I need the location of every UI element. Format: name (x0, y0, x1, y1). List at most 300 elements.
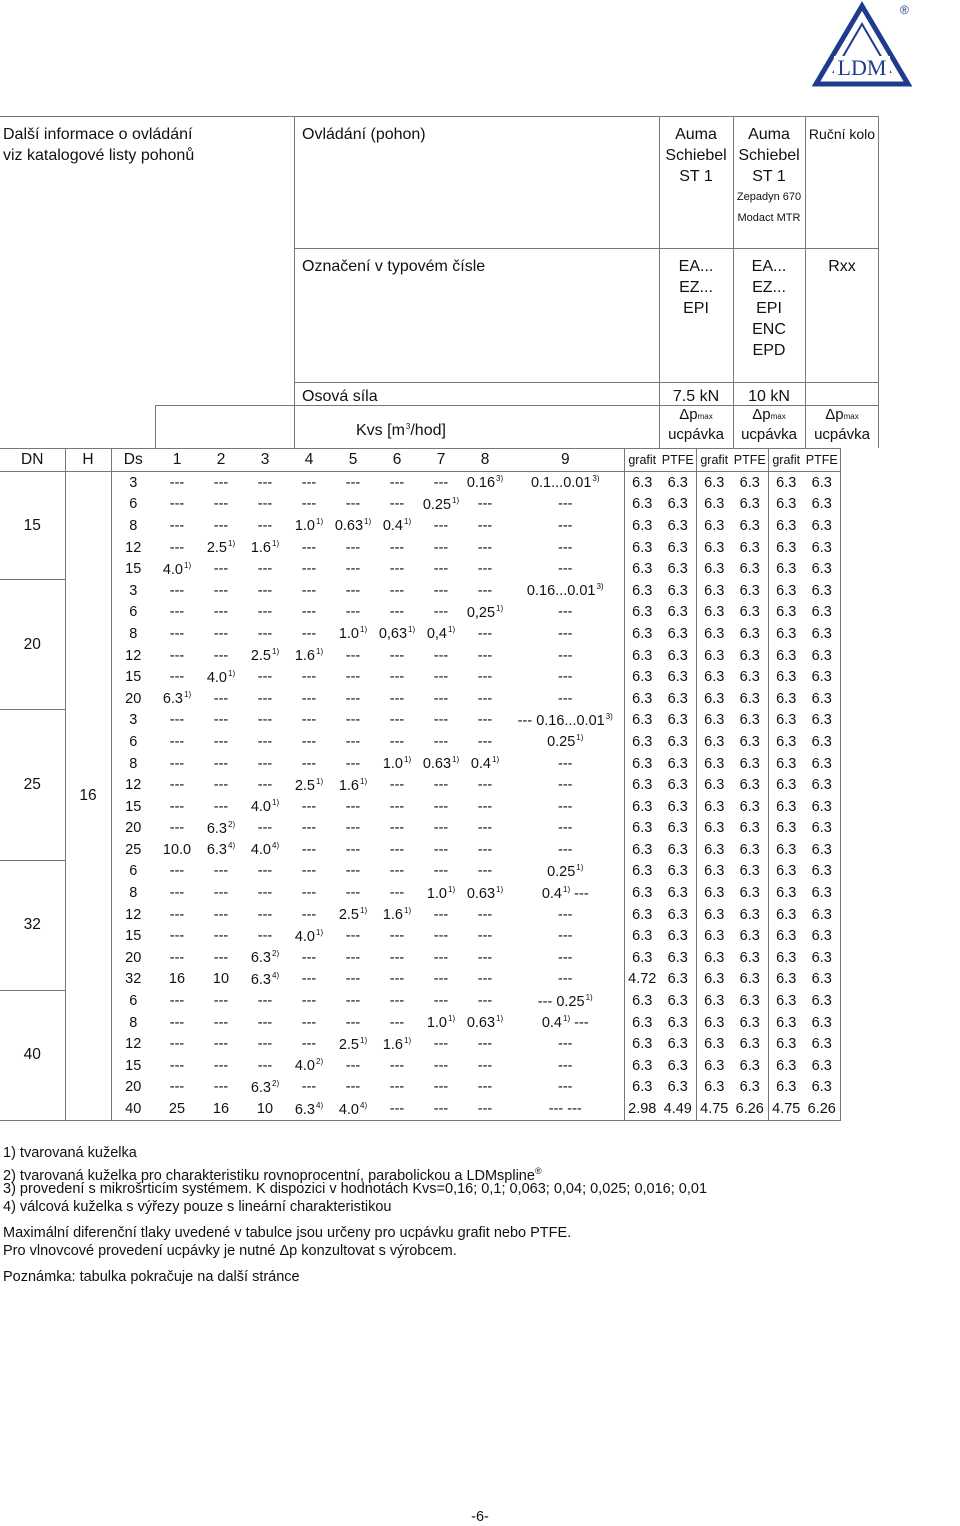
kvs-cell (287, 623, 331, 645)
ds-cell: 8 (129, 517, 138, 534)
ds-cell: 6 (129, 496, 138, 513)
kvs-cell (243, 1012, 287, 1034)
kvs-value: --- (558, 820, 573, 837)
ds-cell: 12 (125, 647, 142, 664)
kvs-value: --- (433, 777, 449, 794)
dp-value: 6.3 (804, 537, 840, 559)
col-header-h: H (65, 449, 111, 472)
dp-value: 4.49 (660, 1098, 696, 1120)
kvs-value: 1.0 (426, 885, 448, 902)
kvs-cell (419, 774, 463, 796)
footnote-ref: 3) (496, 474, 504, 484)
kvs-value: --- (213, 928, 229, 945)
dp-value: 6.3 (632, 993, 653, 1010)
dp-value: 6.3 (704, 928, 725, 945)
kvs-value: 4.0 (338, 1101, 360, 1118)
kvs-cell (419, 839, 463, 861)
dp-value: 6.3 (660, 969, 696, 991)
kvs-cell (199, 731, 243, 753)
kvs-cell (507, 1077, 624, 1099)
kvs-cell (155, 558, 199, 580)
dp-value: 6.3 (732, 818, 768, 840)
kvs-value: --- (433, 949, 449, 966)
dp-value: 6.3 (776, 1036, 797, 1053)
kvs-cell (507, 774, 624, 796)
note-1: Maximální diferenční tlaky uvedené v tabulce jsou určeny pro ucpávku grafit nebo PTFE. (3, 1225, 572, 1241)
footnote-ref: 4) (272, 970, 280, 980)
ds-cell: 15 (125, 561, 142, 578)
ds-cell: 3 (129, 712, 138, 729)
footnote-ref: 1) (184, 560, 192, 570)
kvs-value: --- (433, 582, 449, 599)
kvs-cell (287, 753, 331, 775)
kvs-value: --- (477, 1057, 493, 1074)
kvs-cell (419, 472, 463, 494)
kvs-cell (463, 796, 507, 818)
kvs-value: --- (433, 1057, 449, 1074)
footnote-ref: 1) (563, 884, 571, 894)
dp-value: 6.3 (732, 969, 768, 991)
kvs-value: 2.5 (294, 777, 316, 794)
kvs-value: --- (433, 798, 449, 815)
kvs-value: --- (433, 647, 449, 664)
table-row (0, 645, 840, 667)
kvs-value: --- (345, 496, 361, 513)
footnote-ref: 1) (316, 927, 324, 937)
dp-value: 6.3 (804, 580, 840, 602)
kvs-cell (287, 1077, 331, 1099)
kvs-cell (375, 882, 419, 904)
kvs-value: --- (301, 669, 317, 686)
kvs-value: --- (558, 669, 573, 686)
dp-value: 6.3 (632, 712, 653, 729)
dp-value: 6.3 (732, 990, 768, 1012)
table-row (0, 774, 840, 796)
page-number: -6- (471, 1509, 489, 1525)
kvs-value: --- (301, 539, 317, 556)
kvs-cell (331, 925, 375, 947)
dp-value: 6.3 (804, 753, 840, 775)
kvs-value: --- (345, 690, 361, 707)
kvs-value: --- (345, 474, 361, 491)
kvs-value: --- (257, 582, 273, 599)
kvs-cell (287, 731, 331, 753)
kvs-cell (331, 904, 375, 926)
kvs-value: --- (345, 863, 361, 880)
kvs-value: 4.0 (250, 842, 272, 859)
dp-value: 6.3 (732, 645, 768, 667)
kvs-value: --- (301, 971, 317, 988)
kvs-value: --- (389, 733, 405, 750)
col-divider-4 (878, 116, 879, 448)
dp-value: 6.3 (776, 669, 797, 686)
drive-bottom-rule (294, 248, 878, 249)
dp-value: 6.3 (632, 733, 653, 750)
kvs-cell (287, 688, 331, 710)
dp-value: 6.3 (660, 947, 696, 969)
dp-value: 6.3 (704, 755, 725, 772)
kvs-cell (507, 1033, 624, 1055)
kvs-cell (375, 1012, 419, 1034)
dp-value: 6.3 (804, 1012, 840, 1034)
kvs-value: --- (213, 733, 229, 750)
kvs-cell (463, 602, 507, 624)
kvs-cell (419, 494, 463, 516)
axial-force-col1: 7.5 kN (672, 388, 720, 405)
kvs-value: --- (558, 971, 573, 988)
kvs-cell (287, 882, 331, 904)
kvs-value: --- (169, 733, 185, 750)
kvs-value: 1.0 (294, 518, 316, 535)
dp-value: 6.3 (660, 558, 696, 580)
footnote-ref: 2) (272, 1078, 280, 1088)
kvs-value: --- (433, 820, 449, 837)
kvs-cell (331, 1055, 375, 1077)
dp-value: 6.3 (660, 774, 696, 796)
kvs-cell (243, 645, 287, 667)
kvs-value: --- (389, 712, 405, 729)
kvs-cell (419, 710, 463, 732)
dp-value: 6.3 (732, 861, 768, 883)
kvs-cell (331, 839, 375, 861)
col-header-material: PTFE (732, 449, 768, 472)
ds-cell: 20 (125, 1079, 142, 1096)
col-header-material: grafit (624, 449, 660, 472)
kvs-value: --- (389, 928, 405, 945)
kvs-cell (155, 710, 199, 732)
footnote-ref: 4) (360, 1100, 368, 1110)
dp-value: 6.3 (776, 906, 797, 923)
kvs-cell (155, 753, 199, 775)
kvs-value: --- (477, 669, 493, 686)
kvs-value: --- (477, 582, 493, 599)
dp-value: 6.3 (804, 558, 840, 580)
kvs-cell (419, 602, 463, 624)
kvs-cell (331, 494, 375, 516)
kvs-value: --- (213, 993, 229, 1010)
kvs-cell (155, 774, 199, 796)
dp-value: 6.3 (704, 604, 725, 621)
kvs-value: --- (389, 820, 405, 837)
ds-cell: 3 (129, 474, 138, 491)
kvs-value: --- (169, 1057, 185, 1074)
kvs-cell (287, 580, 331, 602)
dn-cell: 20 (0, 580, 65, 710)
kvs-cell (155, 580, 199, 602)
kvs-value: --- (345, 841, 361, 858)
dp-value: 6.3 (632, 517, 653, 534)
kvs-cell (507, 753, 624, 775)
type-code-bottom-rule (294, 382, 878, 383)
dp-value: 6.3 (804, 1077, 840, 1099)
kvs-cell (463, 537, 507, 559)
kvs-value: --- (345, 604, 361, 621)
kvs-cell (199, 774, 243, 796)
dp-value: 6.3 (804, 494, 840, 516)
kvs-value: 2.5 (338, 1036, 360, 1053)
kvs-value: 1.6 (294, 648, 316, 665)
dp-value: 6.3 (704, 841, 725, 858)
col-header-material: grafit (768, 449, 804, 472)
dp-value: 6.3 (732, 839, 768, 861)
footnote-ref: 2) (272, 949, 280, 959)
axial-force-col2: 10 kN (748, 388, 790, 405)
kvs-cell (419, 882, 463, 904)
col-divider-3 (805, 116, 806, 448)
dp-value: 6.26 (804, 1098, 840, 1120)
kvs-cell (199, 1033, 243, 1055)
dp-value: 6.3 (704, 582, 725, 599)
kvs-value: --- (213, 949, 229, 966)
kvs-cell (155, 1033, 199, 1055)
kvs-cell (419, 753, 463, 775)
dp-value: 6.26 (732, 1098, 768, 1120)
kvs-value: --- (389, 798, 405, 815)
kvs-value: --- (213, 647, 229, 664)
kvs-value: --- (257, 1057, 273, 1074)
table-row (0, 494, 840, 516)
kvs-value: --- (213, 777, 229, 794)
kvs-cell (463, 925, 507, 947)
dp-value: 6.3 (632, 539, 653, 556)
kvs-cell (375, 1077, 419, 1099)
kvs-value: --- (477, 841, 493, 858)
footnote-ref: 3) (605, 711, 613, 721)
kvs-cell (287, 1033, 331, 1055)
footnote-ref: 1) (272, 647, 280, 657)
ds-cell: 25 (125, 841, 142, 858)
kvs-cell (331, 818, 375, 840)
dp-value: 6.3 (632, 755, 653, 772)
ldm-logo (812, 0, 912, 90)
kvs-cell (463, 731, 507, 753)
kvs-value: --- (389, 1101, 405, 1118)
kvs-value: 0.63 (422, 756, 452, 773)
ds-cell: 6 (129, 993, 138, 1010)
kvs-cell (287, 774, 331, 796)
kvs-value: --- (433, 517, 449, 534)
kvs-value: 4.0 (206, 669, 228, 686)
ds-cell: 15 (125, 798, 142, 815)
kvs-cell (331, 688, 375, 710)
kvs-value: --- (517, 712, 533, 729)
kvs-cell (463, 688, 507, 710)
kvs-value: 6.3 (162, 691, 184, 708)
table-row (0, 731, 840, 753)
kvs-value: --- (477, 539, 493, 556)
kvs-cell (199, 882, 243, 904)
kvs-value: --- (301, 474, 317, 491)
kvs-value: --- (477, 993, 493, 1010)
kvs-cell (287, 645, 331, 667)
kvs-value: --- (477, 733, 493, 750)
table-row (0, 1055, 840, 1077)
kvs-value: --- (477, 647, 493, 664)
ds-cell: 32 (125, 971, 142, 988)
dp-value: 6.3 (776, 539, 797, 556)
table-row (0, 904, 840, 926)
footnote-ref: 1) (452, 495, 460, 505)
kvs-cell (463, 774, 507, 796)
table-row (0, 710, 840, 732)
dp-value: 6.3 (632, 798, 653, 815)
type-code-col1: EA... EZ... EPI (678, 258, 714, 317)
kvs-value: 6.3 (294, 1101, 316, 1118)
table-row (0, 537, 840, 559)
dp-value: 6.3 (776, 690, 797, 707)
table-row (0, 947, 840, 969)
kvs-value: 4.0 (294, 1058, 316, 1075)
kvs-cell (243, 1077, 287, 1099)
kvs-value: --- (345, 885, 361, 902)
kvs-value: --- (257, 993, 273, 1010)
dp-value: 6.3 (704, 949, 725, 966)
kvs-cell (331, 580, 375, 602)
kvs-value: --- (389, 474, 405, 491)
kvs-value: --- (389, 647, 405, 664)
table-row (0, 969, 840, 991)
kvs-value: --- (169, 496, 185, 513)
kvs-value: 0,25 (466, 604, 496, 621)
kvs-value: --- (301, 820, 317, 837)
kvs-cell (375, 645, 419, 667)
kvs-value: --- (213, 1057, 229, 1074)
dp-value: 6.3 (776, 885, 797, 902)
kvs-value: --- (477, 949, 493, 966)
kvs-value: --- (558, 561, 573, 578)
kvs-value: --- (558, 647, 573, 664)
kvs-cell (507, 796, 624, 818)
kvs-cell (331, 947, 375, 969)
dp-value: 6.3 (704, 906, 725, 923)
kvs-cell (243, 558, 287, 580)
kvs-cell (419, 1077, 463, 1099)
kvs-cell (419, 1033, 463, 1055)
kvs-value: --- (213, 906, 229, 923)
kvs-cell (199, 861, 243, 883)
kvs-value: --- (301, 755, 317, 772)
kvs-value: --- (389, 841, 405, 858)
col-header-kvs-2: 2 (199, 449, 243, 472)
kvs-cell (331, 602, 375, 624)
ds-cell: 20 (125, 949, 142, 966)
kvs-cell (199, 537, 243, 559)
footnote-ref: 1) (448, 1014, 456, 1024)
dp-value: 6.3 (704, 669, 725, 686)
drive-col2: Auma Schiebel ST 1 Zepadyn 670 Modact MTR (736, 126, 802, 224)
kvs-cell (507, 666, 624, 688)
kvs-cell (199, 710, 243, 732)
kvs-cell (507, 688, 624, 710)
kvs-cell (375, 580, 419, 602)
kvs-cell (331, 623, 375, 645)
kvs-value: --- (477, 798, 493, 815)
dp-value: 6.3 (704, 712, 725, 729)
dp-value: 6.3 (776, 604, 797, 621)
ds-cell: 12 (125, 1036, 142, 1053)
kvs-value: 0.63 (334, 518, 364, 535)
kvs-value: 1.0 (338, 626, 360, 643)
kvs-cell (507, 472, 624, 494)
dp-value: 6.3 (660, 1012, 696, 1034)
dp-value: 6.3 (804, 472, 840, 494)
dp-value: 6.3 (776, 582, 797, 599)
footnote-ref: 1) (563, 1014, 571, 1024)
dp-value: 6.3 (632, 885, 653, 902)
dp-value: 6.3 (660, 688, 696, 710)
kvs-cell (199, 472, 243, 494)
kvs-cell (507, 515, 624, 537)
dp-value: 6.3 (632, 669, 653, 686)
dp-value: 6.3 (660, 1033, 696, 1055)
kvs-cell (463, 494, 507, 516)
kvs-value: --- (345, 1057, 361, 1074)
kvs-cell (331, 774, 375, 796)
kvs-cell (243, 666, 287, 688)
kvs-cell (463, 1012, 507, 1034)
kvs-cell (155, 688, 199, 710)
kvs-value: --- (257, 755, 273, 772)
footnote-4: 4) válcová kuželka s výřezy pouze s lineární charakteristikou (3, 1199, 392, 1215)
kvs-cell (287, 710, 331, 732)
kvs-value: --- (213, 474, 229, 491)
footnote-ref: 1) (360, 776, 368, 786)
kvs-value: --- (301, 841, 317, 858)
dp-value: 6.3 (660, 990, 696, 1012)
kvs-cell (463, 947, 507, 969)
kvs-cell (507, 645, 624, 667)
kvs-cell (287, 602, 331, 624)
header-top-rule (0, 116, 878, 117)
footnote-ref: 1) (585, 992, 593, 1002)
kvs-cell (463, 1077, 507, 1099)
dp-value: 6.3 (660, 645, 696, 667)
col-header-ds: Ds (111, 449, 155, 472)
dp-value: 6.3 (704, 733, 725, 750)
kvs-left-border (155, 405, 156, 448)
ds-cell: 8 (129, 885, 138, 902)
kvs-cell (155, 818, 199, 840)
dp-value: 6.3 (776, 1079, 797, 1096)
kvs-value: 10.0 (162, 841, 192, 858)
dp-value: 6.3 (732, 515, 768, 537)
ds-cell: 15 (125, 1057, 142, 1074)
kvs-cell (419, 645, 463, 667)
kvs-value: --- (257, 863, 273, 880)
dp-value: 6.3 (704, 517, 725, 534)
footnote-ref: 1) (576, 862, 584, 872)
kvs-value: --- (213, 517, 229, 534)
kvs-value: --- (389, 885, 405, 902)
kvs-cell (463, 666, 507, 688)
kvs-value: --- (558, 1079, 573, 1096)
kvs-value: 1.0 (382, 756, 404, 773)
kvs-value: --- (169, 712, 185, 729)
kvs-value: --- (574, 885, 589, 902)
kvs-cell (419, 666, 463, 688)
dp-value: 6.3 (804, 774, 840, 796)
dp-value: 6.3 (704, 798, 725, 815)
kvs-value: --- (257, 1014, 273, 1031)
kvs-cell (331, 753, 375, 775)
kvs-cell (375, 731, 419, 753)
kvs-value: --- (257, 517, 273, 534)
dp-value: 6.3 (704, 625, 725, 642)
table-row (0, 990, 840, 1012)
kvs-cell (419, 1012, 463, 1034)
ds-cell: 40 (111, 1098, 155, 1120)
kvs-value: --- (169, 669, 185, 686)
